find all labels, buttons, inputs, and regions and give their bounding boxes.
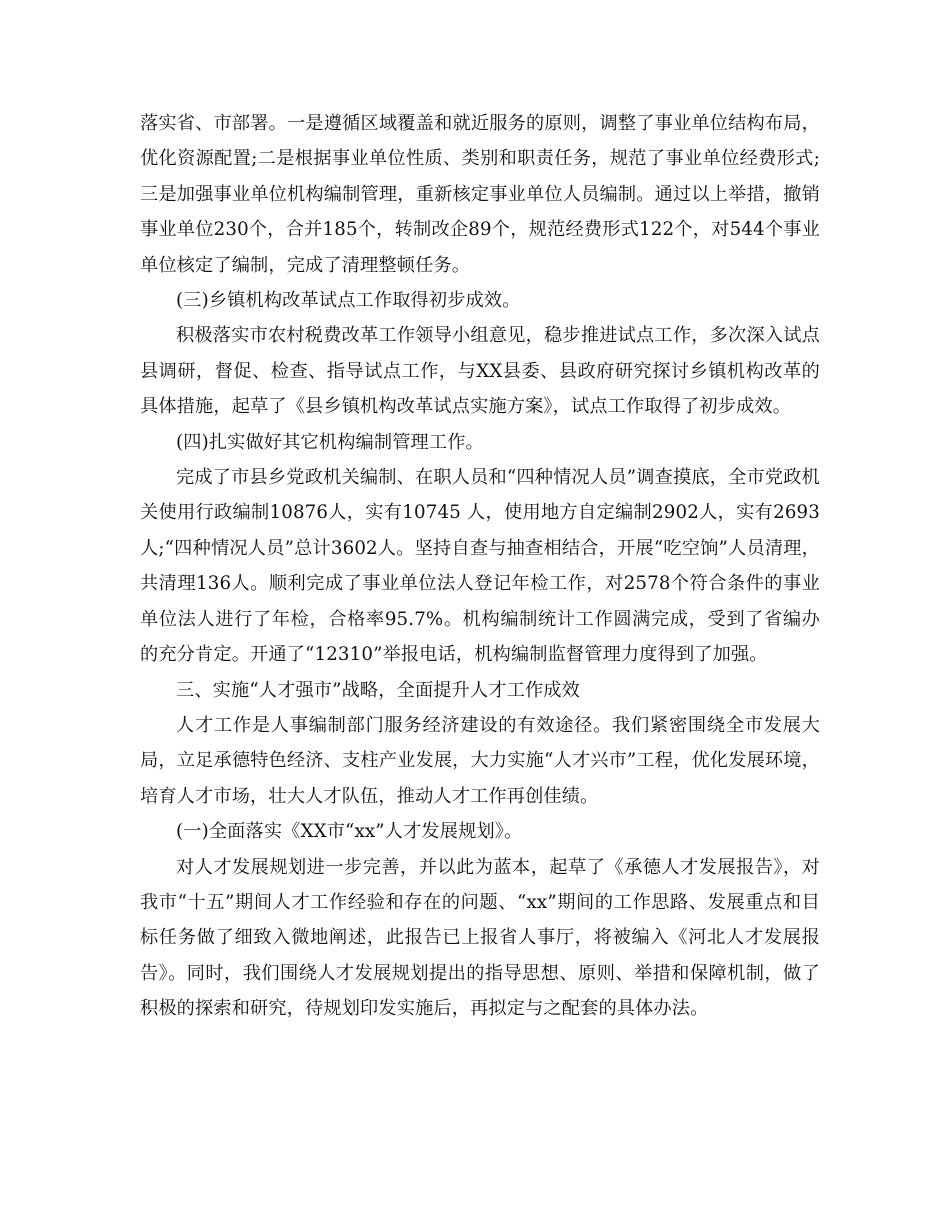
paragraph-5: 对人才发展规划进一步完善，并以此为蓝本，起草了《承德人才发展报告》，对我市“十五”期间人才工作经验和存在的问题、“xx”期间的工作思路、发展重点和目标任务做了细致入微地阐述，此报告已上报省人事厅，将被编入《河北人才发展报告》。同时，我们围绕人才发展规划提出的指导思想、原则、举措和保障机制，做了积极的探索和研究，待规划印发实施后，再拟定与之配套的具体办法。 (140, 856, 820, 1020)
document-body (140, 106, 820, 1027)
paragraph-4: 人才工作是人事编制部门服务经济建设的有效途径。我们紧密围绕全市发展大局，立足承德特色经济、支柱产业发展，大力实施“人才兴市”工程，优化发展环境，培育人才市场，壮大人才队伍，推动人才工作再创佳绩。 (140, 714, 820, 807)
section-heading-1: (一)全面落实《XX市“xx”人才发展规划》。 (176, 821, 523, 843)
chapter-heading-3: 三、实施“人才强市”战略，全面提升人才工作成效 (176, 679, 580, 701)
paragraph-3: 完成了市县乡党政机关编制、在职人员和“四种情况人员”调查摸底，全市党政机关使用行政编制10876人，实有10745 人，使用地方自定编制2902人，实有2693人;“四种情况人员”总计3602人。坚持自查与抽查相结合，开展“吃空饷”人员清理，共清理136人。顺利完成了事业单位法人登记年检工作，对2578个符合条件的事业单位法人进行了年检，合格率95.7%。机构编制统计工作圆满完成，受到了省编办的充分肯定。开通了“12310”举报电话，机构编制监督管理力度得到了加强。 (140, 467, 820, 666)
paragraph-1: 落实省、市部署。一是遵循区域覆盖和就近服务的原则，调整了事业单位结构布局，优化资源配置;二是根据事业单位性质、类别和职责任务，规范了事业单位经费形式;三是加强事业单位机构编制管理，重新核定事业单位人员编制。通过以上举措，撤销事业单位230个，合并185个，转制改企89个，规范经费形式122个，对544个事业单位核定了编制，完成了清理整顿任务。 (140, 113, 820, 276)
section-heading-3: (三)乡镇机构改革试点工作取得初步成效。 (176, 290, 521, 312)
section-heading-4: (四)扎实做好其它机构编制管理工作。 (176, 431, 484, 453)
paragraph-2: 积极落实市农村税费改革工作领导小组意见，稳步推进试点工作，多次深入试点县调研，督促、检查、指导试点工作，与XX县委、县政府研究探讨乡镇机构改革的具体措施，起草了《县乡镇机构改革试点实施方案》，试点工作取得了初步成效。 (140, 325, 820, 418)
